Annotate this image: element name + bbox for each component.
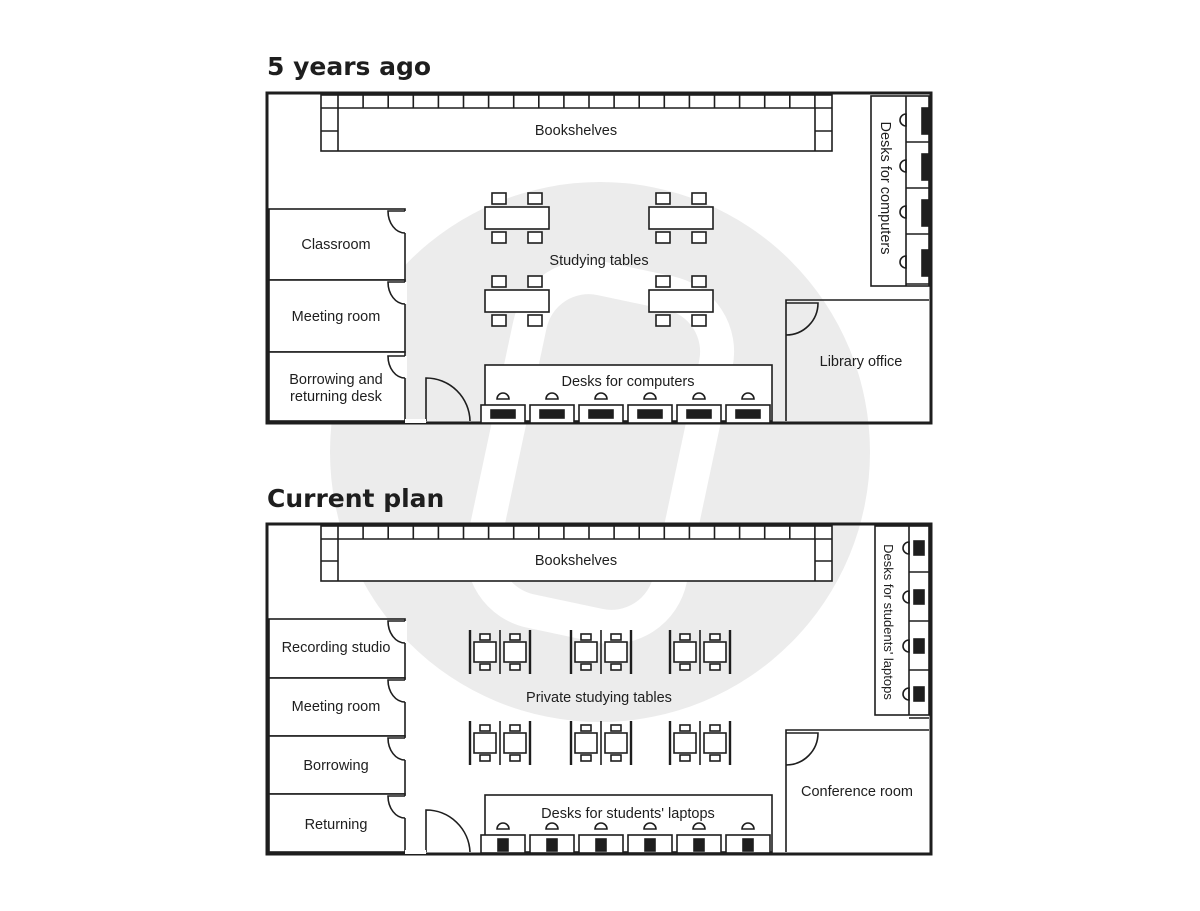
label-room-1: Classroom [301,237,371,253]
table [485,207,549,229]
chair [581,634,591,640]
table [474,733,496,753]
chair [480,634,490,640]
label-room-1: Recording studio [281,640,391,656]
table [674,733,696,753]
label-tables: Private studying tables [526,690,672,706]
computer [922,108,928,134]
laptop [645,839,655,851]
table [474,642,496,662]
computer [589,410,613,418]
chair [581,725,591,731]
chair [528,232,542,243]
table [605,642,627,662]
label-office: Conference room [800,784,914,800]
chair [611,664,621,670]
label-room-2: Meeting room [291,309,381,325]
chair [480,755,490,761]
laptop [914,639,924,653]
computer [922,200,928,226]
label-room-2: Meeting room [291,699,381,715]
chair [692,315,706,326]
laptop [596,839,606,851]
chair [611,634,621,640]
label-bookshelves: Bookshelves [534,123,618,139]
chair [492,193,506,204]
label-tables: Studying tables [549,253,649,269]
chair [710,664,720,670]
chair [480,725,490,731]
chair [656,315,670,326]
chair [692,193,706,204]
chair [680,634,690,640]
chair [510,755,520,761]
table [575,642,597,662]
chair [492,315,506,326]
computer [540,410,564,418]
chair [528,315,542,326]
plan-before-title: 5 years ago [267,52,432,81]
chair [710,634,720,640]
computer [922,250,928,276]
laptop [547,839,557,851]
chair [692,276,706,287]
table [674,642,696,662]
table [485,290,549,312]
computer [736,410,760,418]
table [605,733,627,753]
chair [510,634,520,640]
chair [510,664,520,670]
label-room-3-line2: returning desk [290,389,382,405]
chair [680,725,690,731]
chair [710,755,720,761]
label-desks-bottom: Desks for students' laptops [541,806,715,822]
table [504,642,526,662]
chair [492,276,506,287]
label-desks-right: Desks for computers [877,121,893,255]
chair [680,664,690,670]
table [704,642,726,662]
computer [491,410,515,418]
label-desks-right: Desks for students' laptops [881,544,896,700]
label-room-3: Borrowing [303,758,369,774]
chair [611,725,621,731]
laptop [694,839,704,851]
table [704,733,726,753]
label-room-4: Returning [304,817,368,833]
label-office: Library office [819,354,903,370]
chair [692,232,706,243]
chair [528,276,542,287]
chair [480,664,490,670]
chair [510,725,520,731]
laptop [914,590,924,604]
laptop [914,687,924,701]
table [649,207,713,229]
label-desks-bottom: Desks for computers [561,374,695,390]
chair [680,755,690,761]
computer [922,154,928,180]
computer [687,410,711,418]
entrance-door [426,810,470,852]
chair [581,664,591,670]
label-bookshelves: Bookshelves [534,553,618,569]
chair [611,755,621,761]
chair [656,232,670,243]
table [649,290,713,312]
chair [656,276,670,287]
plan-current-title: Current plan [267,484,445,513]
chair [656,193,670,204]
laptop [914,541,924,555]
chair [710,725,720,731]
table [504,733,526,753]
chair [581,755,591,761]
laptop [743,839,753,851]
chair [528,193,542,204]
label-room-3-line1: Borrowing and [289,372,383,388]
laptop [498,839,508,851]
computer [638,410,662,418]
chair [492,232,506,243]
table [575,733,597,753]
